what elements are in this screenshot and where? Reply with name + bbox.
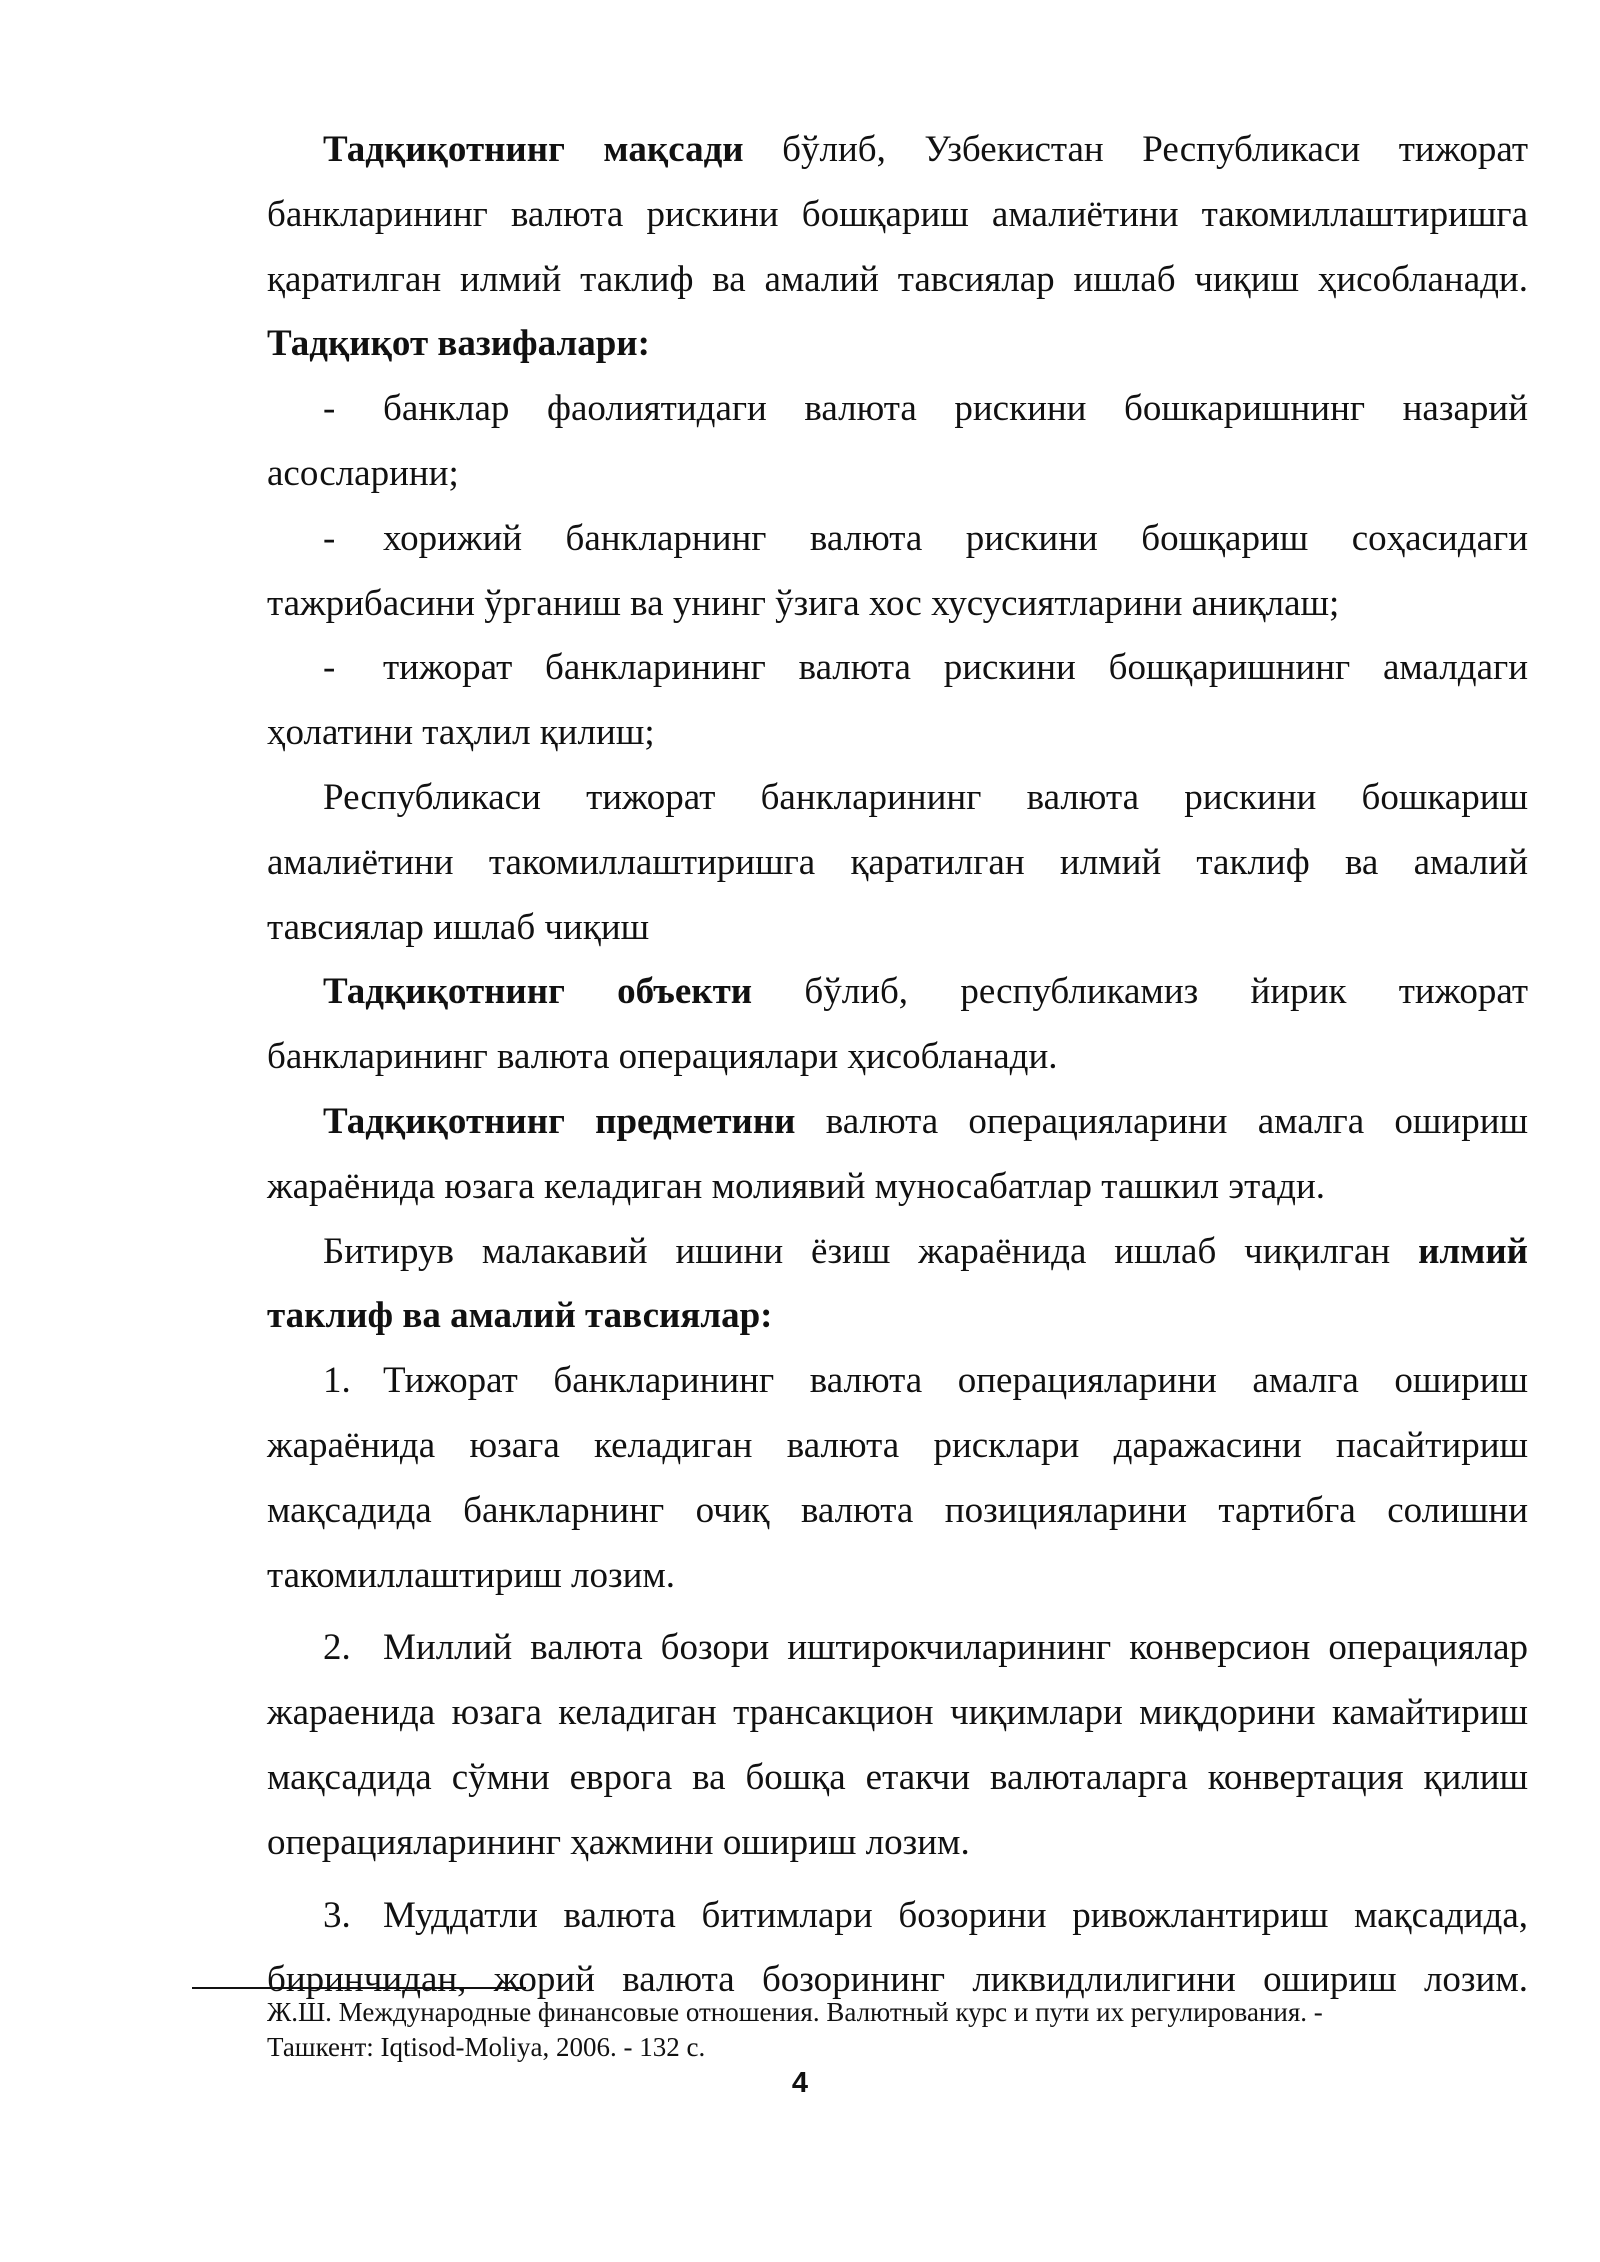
- purpose-paragraph: [267, 118, 1528, 377]
- task-item: [267, 377, 1528, 507]
- item-number: 3.: [323, 1894, 351, 1936]
- subject-heading: Тадқиқотнинг предметини: [323, 1100, 796, 1142]
- task-text: банклар фаолиятидаги валюта рискини бошкаришнинг назарий асосларини;: [267, 388, 1528, 494]
- body-text: [267, 118, 1528, 2013]
- footnote-line: Ташкент: Iqtisod-Moliya, 2006. - 132 с.: [267, 2032, 706, 2062]
- item-text: Миллий валюта бозори иштирокчиларининг конверсион операциялар жараенида юзага келадиган трансакцион чиқимлари миқдорини камайтириш мақсадида сўмни еврога ва бошқа етакчи валюталарга конвертация қилиш операцияларининг ҳажмини ошириш лозим.: [267, 1627, 1528, 1863]
- purpose-text: бўлиб, Узбекистан Республикаси тижорат банкларининг валюта рискини бошқариш амалиётини такомиллаштиришга қаратилган илмий таклиф ва амалий тавсиялар ишлаб чиқиш ҳисобланади.: [267, 129, 1528, 300]
- object-heading: Тадқиқотнинг объекти: [323, 971, 753, 1013]
- item-text: Муддатли валюта битимлари бозорини ривожлантириш мақсадида, биринчидан, жорий валюта бозорининг ликвидлилигини ошириш лозим.: [267, 1894, 1528, 2001]
- proposals-text: Битирув малакавий ишини ёзиш жараёнида ишлаб чиқилган: [323, 1230, 1419, 1272]
- numbered-item: [267, 1616, 1528, 1875]
- item-number: 1.: [323, 1360, 351, 1402]
- page-number: 4: [791, 2067, 809, 2099]
- footnote-line: Ж.Ш. Международные финансовые отношения. Валютный курс и пути их регулирования. -: [267, 1997, 1323, 2027]
- task-text: хорижий банкларнинг валюта рискини бошқариш соҳасидаги тажрибасини ўрганиш ва унинг ўзига хос хусусиятларини аниқлаш;: [267, 517, 1528, 624]
- dash-marker: -: [323, 388, 336, 430]
- object-paragraph: [267, 960, 1528, 1090]
- task-text: тижорат банкларининг валюта рискини бошқаришнинг амалдаги ҳолатини таҳлил қилиш;: [267, 647, 1528, 754]
- purpose-heading: Тадқиқотнинг мақсади: [323, 129, 744, 170]
- footnote-separator: [192, 1987, 526, 1989]
- item-text: Тижорат банкларининг валюта операцияларини амалга ошириш жараёнида юзага келадиган валюта рисклари даражасини пасайтириш мақсадида банкларнинг очиқ валюта позицияларини тартибга солишни такомиллаштириш лозим.: [267, 1360, 1528, 1596]
- task-item: [267, 636, 1528, 766]
- dash-marker: -: [323, 647, 336, 689]
- numbered-item: [267, 1884, 1528, 2014]
- subject-paragraph: [267, 1090, 1528, 1220]
- footnote: [267, 1995, 1528, 2065]
- proposals-heading: илмий таклиф ва амалий тавсиялар:: [267, 1230, 1528, 1337]
- numbered-item: [267, 1349, 1528, 1608]
- subject-text: валюта операцияларини амалга ошириш жараёнида юзага келадиган молиявий муносабатлар ташкил этади.: [267, 1100, 1529, 1207]
- item-number: 2.: [323, 1627, 351, 1669]
- republic-paragraph: Республикаси тижорат банкларининг валюта рискини бошкариш амалиётини такомиллаштиришга қаратилган илмий таклиф ва амалий тавсиялар ишлаб чиқиш: [267, 776, 1528, 948]
- task-item: [267, 507, 1528, 637]
- proposals-paragraph: [267, 1220, 1528, 1350]
- dash-marker: -: [323, 517, 336, 559]
- object-text: бўлиб, республикамиз йирик тижорат банкларининг валюта операциялари ҳисобланади.: [267, 971, 1528, 1078]
- tasks-heading: Тадқиқот вазифалари:: [267, 323, 650, 365]
